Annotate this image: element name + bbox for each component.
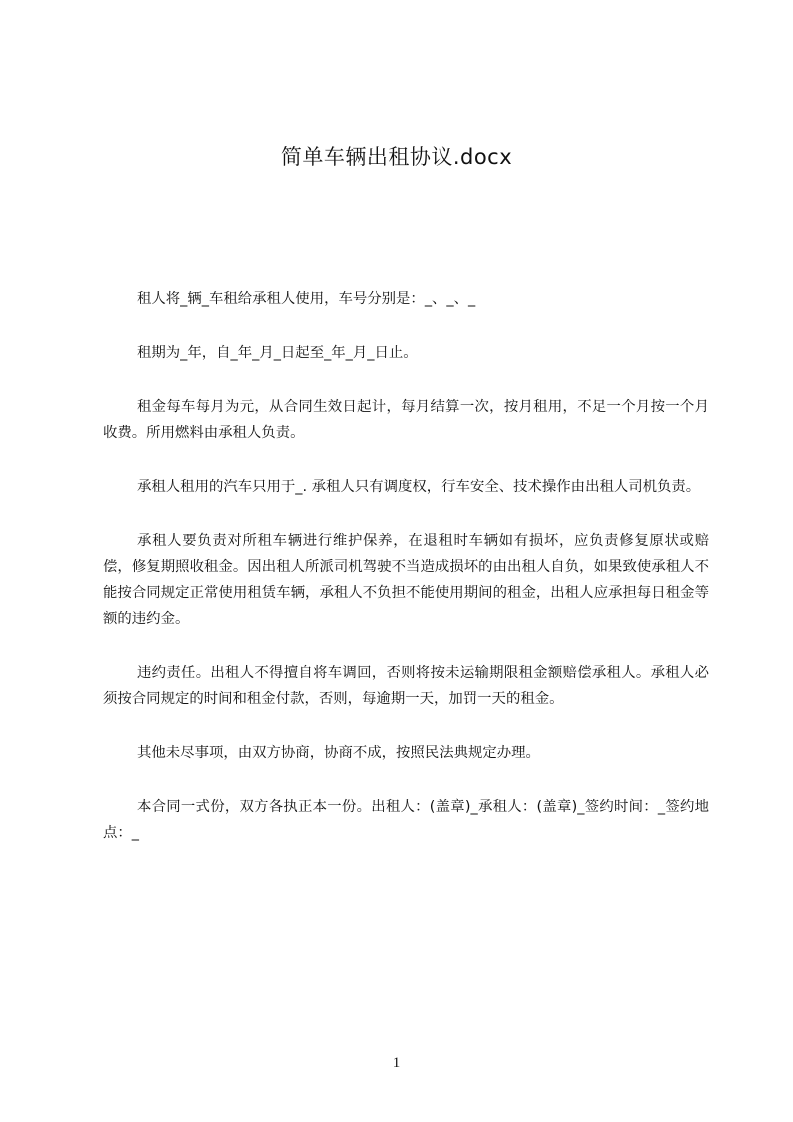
paragraph-lease-term: 租期为_年，自_年_月_日起至_年_月_日止。 [137,345,418,361]
paragraph-other-matters: 其他未尽事项，由双方协商，协商不成，按照民法典规定办理。 [137,745,540,761]
paragraph-signatures: 本合同一式份，双方各执正本一份。出租人：(盖章)_承租人：(盖章)_签约时间：_签约地点：_ [103,799,709,841]
paragraph-maintenance: 承租人要负责对所租车辆进行维护保养，在退租时车辆如有损坏，应负责修复原状或赔偿，修复期照收租金。因出租人所派司机驾驶不当造成损坏的由出租人自负，如果致使承租人不能按合同规定正常使用租赁车辆，承租人不负担不能使用期间的租金，出租人应承担每日租金等额的违约金。 [103,533,709,627]
paragraph-rent: 租金每车每月为元，从合同生效日起计，每月结算一次，按月租用，不足一个月按一个月收费。所用燃料由承租人负责。 [103,399,709,441]
paragraph-liability: 违约责任。出租人不得擅自将车调回，否则将按未运输期限租金额赔偿承租人。承租人必须按合同规定的时间和租金付款，否则，每逾期一天，加罚一天的租金。 [103,665,709,707]
paragraph-vehicle-use: 承租人租用的汽车只用于_. 承租人只有调度权，行车安全、技术操作由出租人司机负责。 [137,479,701,495]
document-body [103,286,709,874]
page-number: 1 [392,1055,401,1071]
paragraph-lease-vehicles: 租人将_辆_车租给承租人使用，车号分别是：_、_、_ [137,291,476,307]
document-title: 简单车辆出租协议.docx [280,145,513,169]
